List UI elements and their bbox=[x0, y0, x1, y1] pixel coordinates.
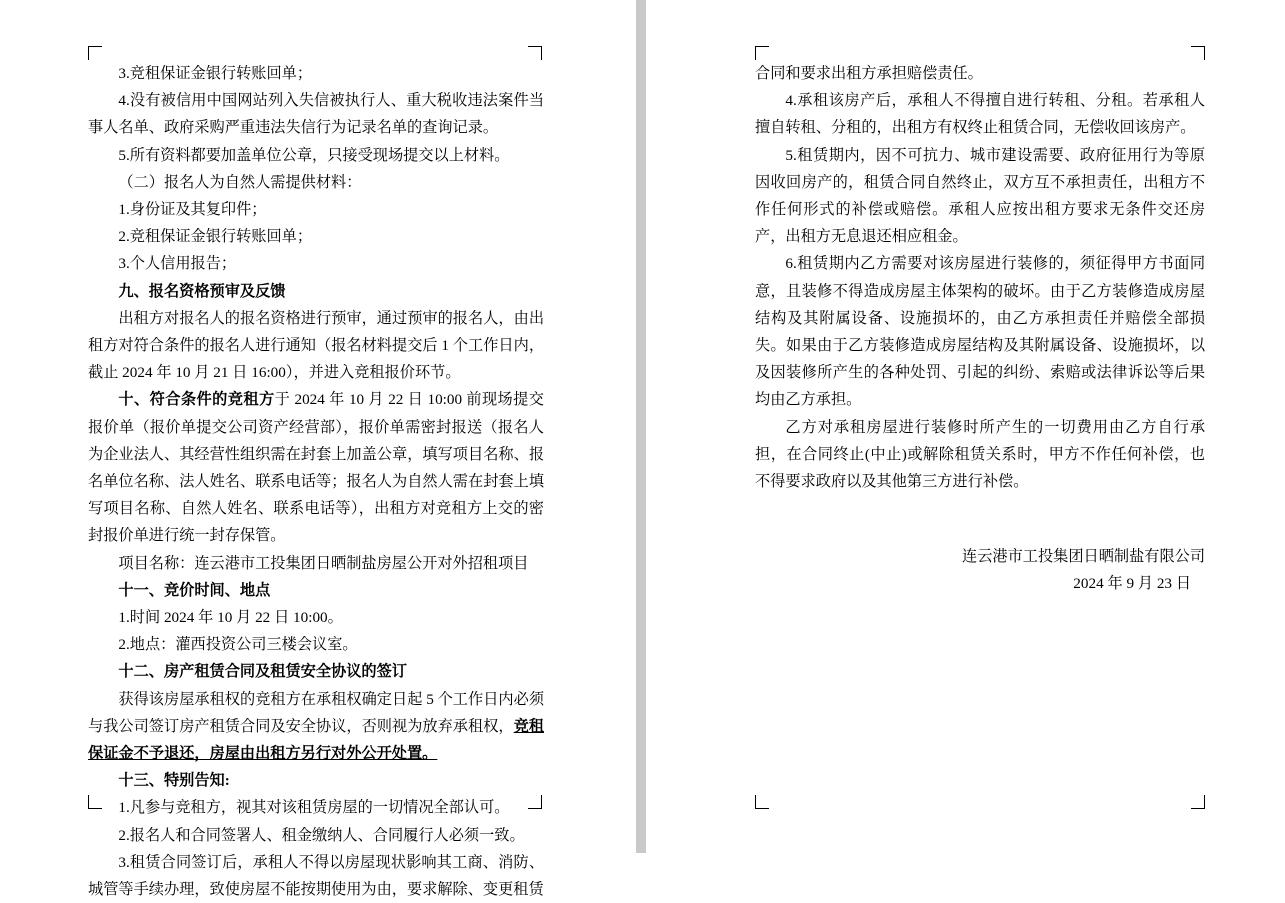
crop-mark-top-right bbox=[1191, 46, 1205, 60]
section-ten-rest: 于 2024 年 10 月 22 日 10:00 前现场提交报价单（报价单提交公司资产经营部），报价单需密封报送（报名人为企业法人、其经营性组织需在封套上加盖公章，填写项目名称、报名单位名称、法人姓名、联系电话等；报名人为自然人需在封套上填写项目名称、自然人姓名、联系电话等），出租方对竞租方上交的密封报价单进行统一封存保管。 bbox=[88, 391, 544, 545]
paragraph: 4.承租该房产后，承租人不得擅自进行转租、分租。若承租人擅自转租、分租的，出租方有权终止租赁合同，无偿收回该房产。 bbox=[755, 92, 1205, 137]
contract-signing-underlined: 竞租保证金不予退还，房屋由出租方另行对外公开处置。 bbox=[88, 717, 545, 763]
section-heading-twelve: 十二、房产租赁合同及租赁安全协议的签订 bbox=[118, 663, 407, 681]
crop-mark-bottom-right bbox=[1191, 795, 1205, 809]
paragraph: （二）报名人为自然人需提供材料： bbox=[118, 173, 362, 191]
paragraph: 2.竞租保证金银行转账回单； bbox=[118, 228, 313, 246]
page-left-body bbox=[88, 60, 544, 903]
paragraph: 2.地点：灌西投资公司三楼会议室。 bbox=[118, 636, 358, 654]
paragraph: 1.身份证及其复印件； bbox=[118, 201, 267, 219]
paragraph-section-ten bbox=[88, 386, 544, 549]
paragraph: 3.竞租保证金银行转账回单； bbox=[118, 65, 313, 82]
paragraph: 1.凡参与竞租方，视其对该租赁房屋的一切情况全部认可。 bbox=[118, 799, 510, 817]
page-right-body bbox=[755, 60, 1205, 598]
section-ten-lead: 十、符合条件的竞租方 bbox=[118, 391, 275, 409]
paragraph: 5.所有资料都要加盖单位公章，只接受现场提交以上材料。 bbox=[118, 146, 510, 164]
section-heading-nine: 九、报名资格预审及反馈 bbox=[118, 282, 286, 300]
page-divider bbox=[636, 0, 646, 853]
signature-company: 连云港市工投集团日晒制盐有限公司 bbox=[962, 548, 1205, 566]
document-page-right bbox=[646, 0, 1285, 853]
document-page-left bbox=[0, 0, 636, 899]
crop-mark-bottom-left bbox=[755, 795, 769, 809]
contract-signing-head: 获得该房屋承租权的竞租方在承租权确定日起 5 个工作日内必须与我公司签订房产租赁合同及安全协议，否则视为放弃承租权， bbox=[88, 690, 544, 735]
paragraph-contract-signing bbox=[88, 686, 544, 768]
paragraph: 3.个人信用报告； bbox=[118, 255, 237, 273]
paragraph-project-name: 项目名称：连云港市工投集团日晒制盐房屋公开对外招租项目 bbox=[118, 554, 529, 572]
crop-mark-top-left bbox=[88, 46, 102, 60]
paragraph: 6.租赁期内乙方需要对该房屋进行装修的，须征得甲方书面同意，且装修不得造成房屋主体架构的破坏。由于乙方装修造成房屋结构及其附属设备、设施损坏的，由乙方承担责任并赔偿全部损失。如果由于乙方装修造成房屋结构及其附属设备、设施损坏，以及因装修所产生的各种处罚、引起的纠纷、索赔或法律诉讼等后果均由乙方承担。 bbox=[755, 255, 1205, 409]
crop-mark-top-left bbox=[755, 46, 769, 60]
paragraph: 5.租赁期内，因不可抗力、城市建设需要、政府征用行为等原因收回房产的，租赁合同自然终止，双方互不承担责任，出租方不作任何形式的补偿或赔偿。承租人应按出租方要求无条件交还房产，出租方无息退还相应租金。 bbox=[755, 146, 1205, 246]
paragraph: 2.报名人和合同签署人、租金缴纳人、合同履行人必须一致。 bbox=[118, 826, 525, 844]
signature-block bbox=[755, 543, 1205, 597]
paragraph: 1.时间 2024 年 10 月 22 日 10:00。 bbox=[118, 609, 343, 627]
section-heading-thirteen: 十三、特别告知: bbox=[118, 772, 230, 790]
section-heading-eleven: 十一、竞价时间、地点 bbox=[118, 581, 271, 599]
paragraph: 出租方对报名人的报名资格进行预审，通过预审的报名人，由出租方对符合条件的报名人进行通知（报名材料提交后 1 个工作日内，截止 2024 年 10 月 21 日 16:00），并进入竞租报价环节。 bbox=[88, 309, 544, 382]
paragraph: 乙方对承租房屋进行装修时所产生的一切费用由乙方自行承担，在合同终止(中止)或解除租赁关系时，甲方不作任何补偿，也不得要求政府以及其他第三方进行补偿。 bbox=[755, 418, 1205, 491]
paragraph: 4.没有被信用中国网站列入失信被执行人、重大税收违法案件当事人名单、政府采购严重违法失信行为记录名单的查询记录。 bbox=[88, 92, 544, 137]
paragraph: 合同和要求出租方承担赔偿责任。 bbox=[755, 65, 983, 82]
signature-date: 2024 年 9 月 23 日 bbox=[1073, 575, 1191, 593]
crop-mark-top-right bbox=[528, 46, 542, 60]
paragraph: 3.租赁合同签订后，承租人不得以房屋现状影响其工商、消防、城管等手续办理，致使房屋不能按期使用为由，要求解除、变更租赁 bbox=[88, 853, 544, 899]
